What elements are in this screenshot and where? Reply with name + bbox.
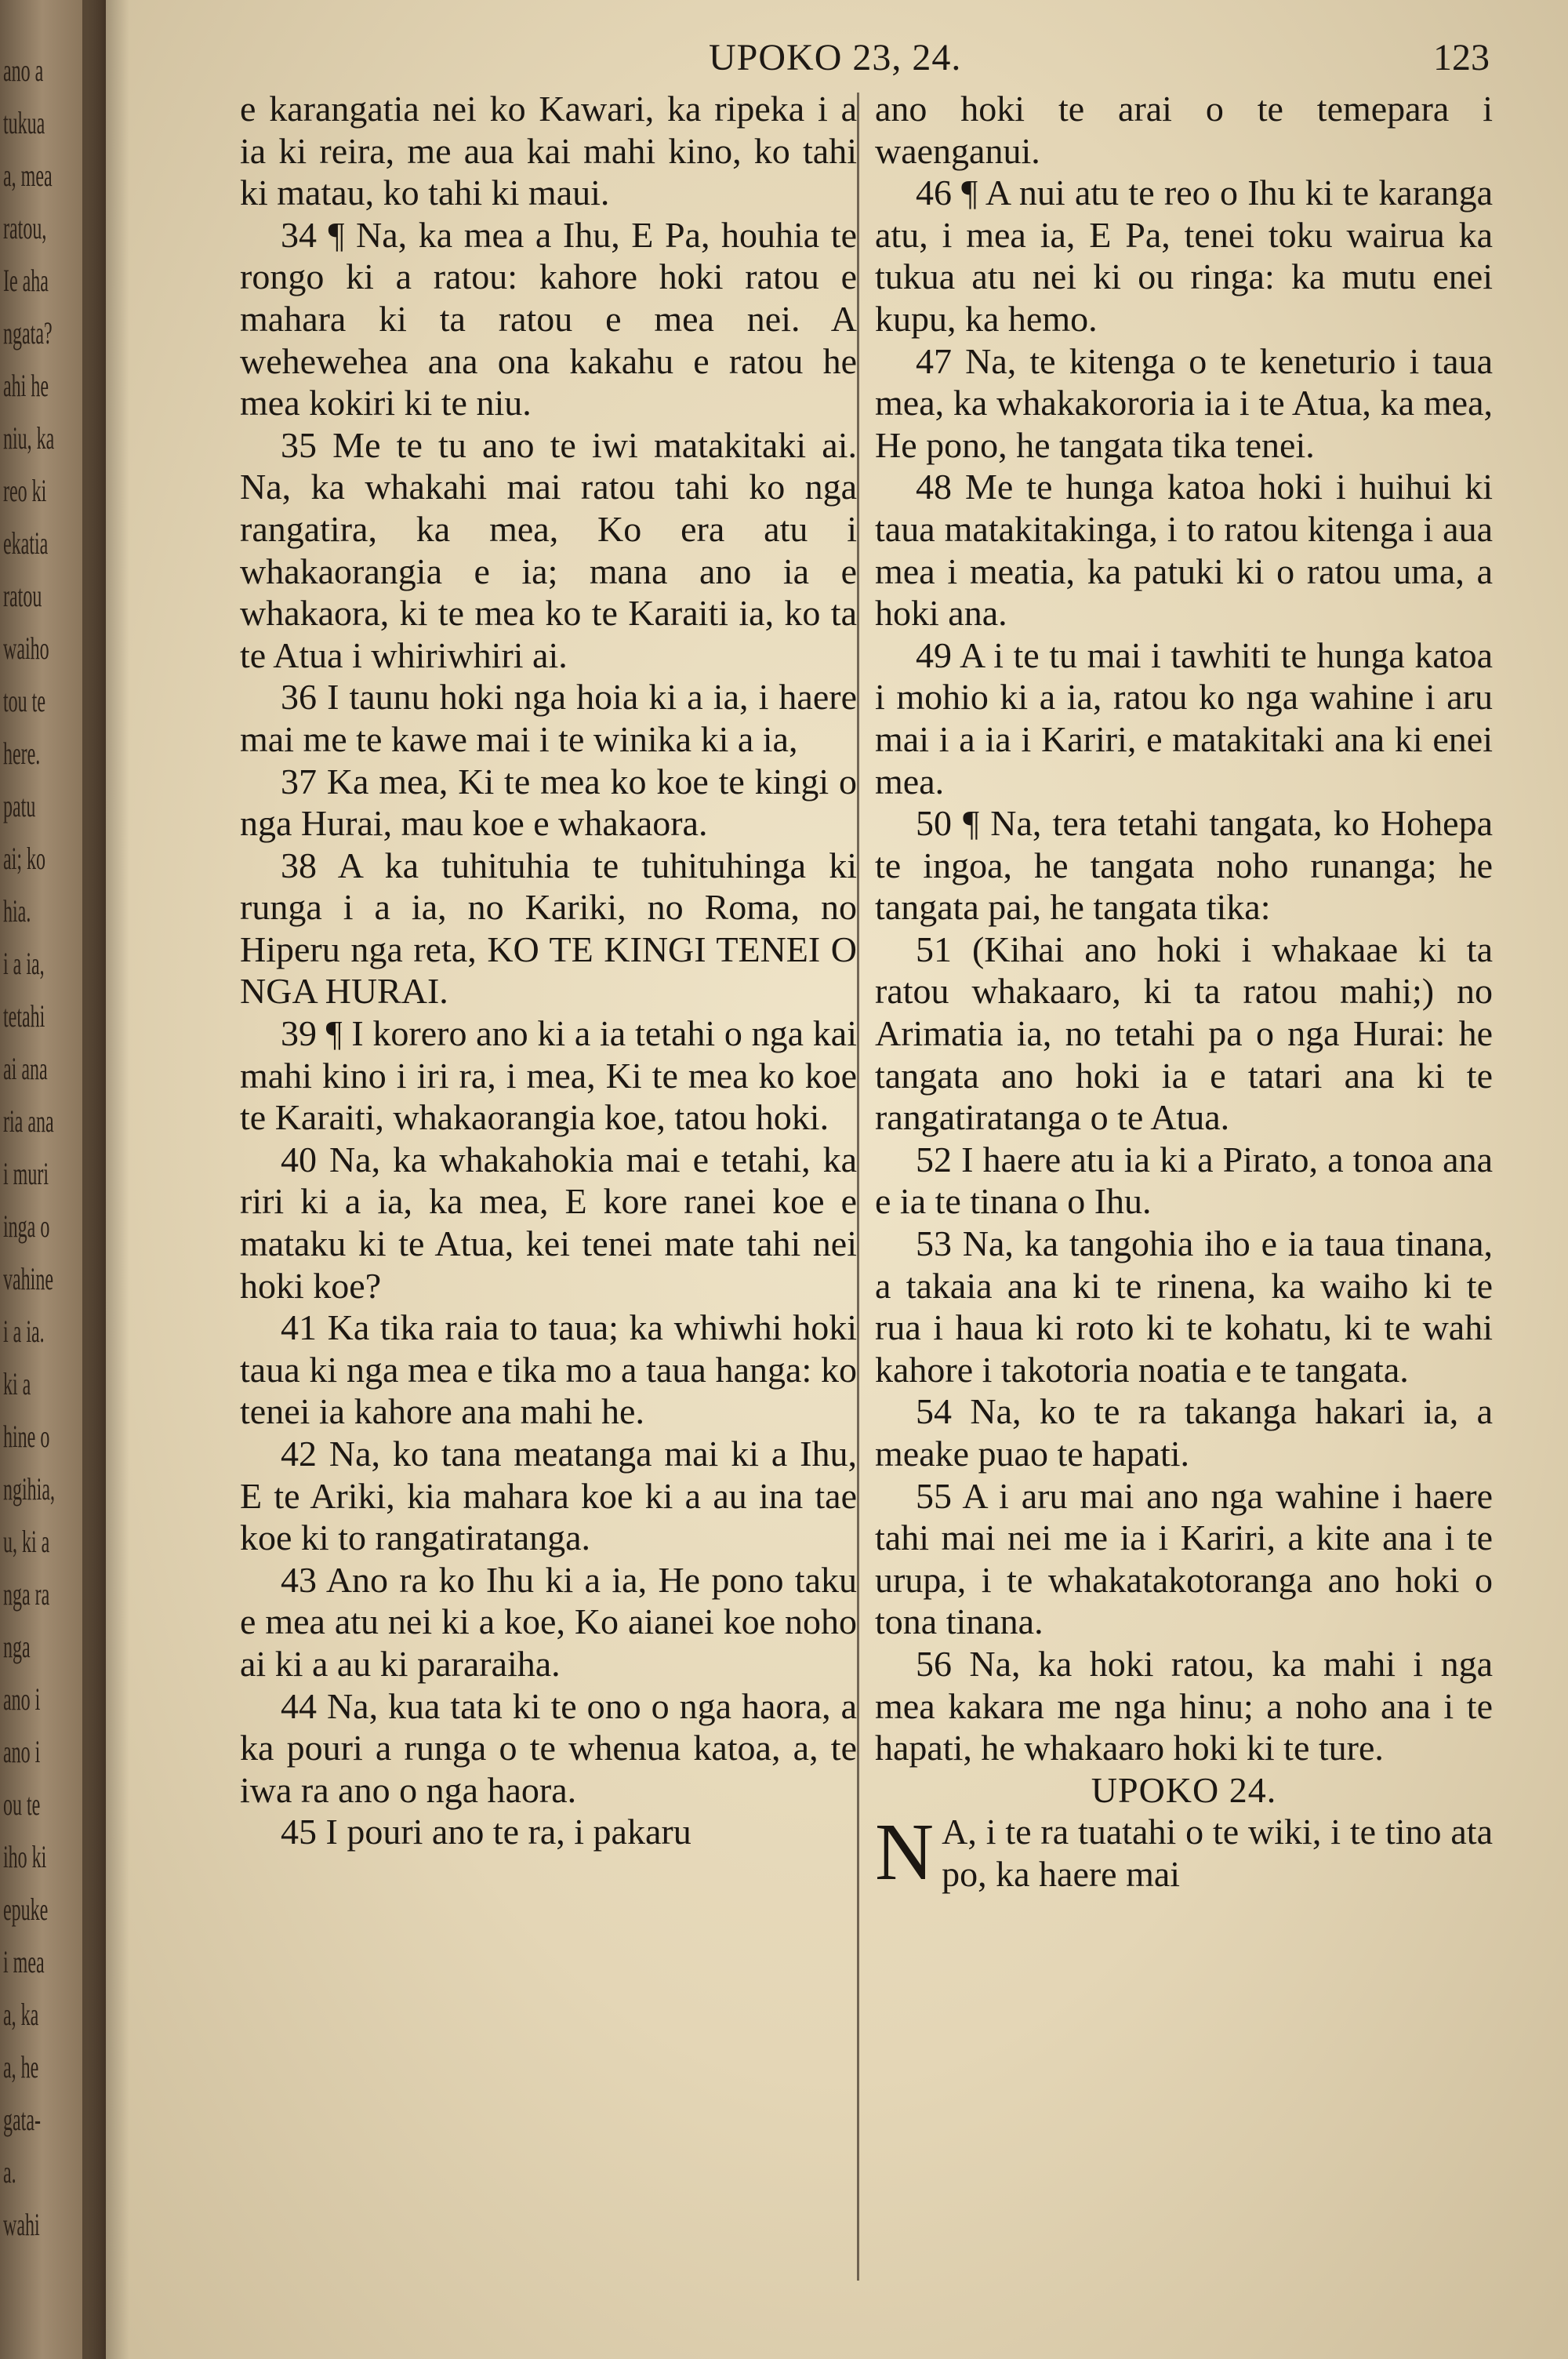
- spine-text-fragment: ekatia: [3, 525, 49, 561]
- spine-text-fragment: ai ana: [3, 1051, 48, 1086]
- spine-text-fragment: reo ki: [3, 473, 47, 508]
- spine-text-fragment: patu: [3, 788, 36, 823]
- verse-paragraph: 38 A ka tuhituhia te tuhituhinga ki runga i a ia, no Kariki, no Roma, no Hiperu nga reta, KO TE KINGI TENEI O NGA HURAI.: [240, 845, 857, 1012]
- page-number: 123: [1433, 37, 1490, 78]
- spine-text-fragment: Ie aha: [3, 263, 49, 298]
- spine-text-fragment: tetahi: [3, 998, 45, 1034]
- verse-paragraph: 42 Na, ko tana meatanga mai ki a Ihu, E te Ariki, kia mahara koe ki a au ina tae koe ki to rangatiratanga.: [240, 1434, 857, 1558]
- spine-text-fragment: nga ra: [3, 1576, 50, 1612]
- verse-paragraph: 52 I haere atu ia ki a Pirato, a tonoa ana e ia te tinana o Ihu.: [875, 1139, 1493, 1222]
- verse-paragraph: 41 Ka tika raia to taua; ka whiwhi hoki taua ki nga mea e tika mo a taua hanga: ko tenei ia kahore ana mahi he.: [240, 1307, 857, 1432]
- running-header: [0, 36, 1568, 83]
- verse-paragraph: 53 Na, ka tangohia iho e ia taua tinana, a takaia ana ki te rinena, ka waiho ki te rua i haua ki roto ki te kohatu, ki te wahi kahore i takotoria noatia e te tangata.: [875, 1223, 1493, 1390]
- verse-paragraph: e karangatia nei ko Kawari, ka ripeka i a ia ki reira, me aua kai mahi kino, ko tahi ki matau, ko tahi ki maui.: [240, 89, 857, 213]
- spine-text-fragment: ou te: [3, 1787, 41, 1822]
- verse-paragraph: 35 Me te tu ano te iwi matakitaki ai. Na, ka whakahi mai ratou tahi ko nga rangatira, ka mea, Ko era atu i whakaorangia e ia; mana ano ia e whakaora, ki te mea ko te Karaiti ia, ko ta te Atua i whiriwhiri ai.: [240, 424, 857, 675]
- verse-paragraph: 46 ¶ A nui atu te reo o Ihu ki te karanga atu, i mea ia, E Pa, tenei toku wairua ka tukua atu nei ki ou ringa: ka mutu enei kupu, ka hemo.: [875, 173, 1493, 339]
- spine-text-fragment: gata-: [3, 2102, 41, 2137]
- spine-text-fragment: ria ana: [3, 1103, 54, 1139]
- spine-text-fragment: tukua: [3, 105, 45, 140]
- page-gutter-shadow: [82, 0, 129, 2359]
- verse-paragraph: 55 A i aru mai ano nga wahine i haere tahi mai nei me ia i Kariri, a kite ana i te urupa, i te whakatakotoranga ano hoki o tona tinana.: [875, 1475, 1493, 1642]
- spine-text-fragment: i a ia,: [3, 946, 45, 981]
- spine-text-fragment: ano i: [3, 1734, 41, 1769]
- spine-text-fragment: ahi he: [3, 368, 49, 403]
- spine-text-fragment: waiho: [3, 631, 49, 666]
- spine-text-fragment: u, ki a: [3, 1524, 50, 1559]
- verse-paragraph: 36 I taunu hoki nga hoia ki a ia, i haere mai me te kawe mai i te winika ki a ia,: [240, 677, 857, 759]
- spine-text-fragment: ki a: [3, 1366, 31, 1401]
- verse-paragraph: 44 Na, kua tata ki te ono o nga haora, a ka pouri a runga o te whenua katoa, a, te iwa ra ano o nga haora.: [240, 1685, 857, 1810]
- spine-text-fragment: wahi: [3, 2207, 40, 2242]
- verse-paragraph: 40 Na, ka whakahokia mai e tetahi, ka riri ki a ia, ka mea, E kore ranei koe e mataku ki te Atua, kei tenei mate tahi nei hoki koe?: [240, 1139, 857, 1306]
- chapter-opening-text: A, i te ra tuatahi o te wiki, i te tino ata po, ka haere mai: [942, 1812, 1493, 1894]
- spine-text-fragment: i mea: [3, 1944, 45, 1979]
- spine-text-fragment: niu, ka: [3, 420, 55, 456]
- spine-text-fragment: ngihia,: [3, 1471, 55, 1507]
- spine-text-fragment: iho ki: [3, 1839, 47, 1874]
- right-column-verses: [875, 88, 1493, 1769]
- left-column: [240, 88, 857, 1853]
- verse-paragraph: 39 ¶ I korero ano ki a ia tetahi o nga kai mahi kino i iri ra, i mea, Ki te mea ko koe te Karaiti, whakaorangia koe, tatou hoki.: [240, 1013, 857, 1138]
- column-divider: [857, 93, 859, 2281]
- chapter-opening-paragraph: [875, 1807, 1493, 1898]
- verse-paragraph: 54 Na, ko te ra takanga hakari ia, a meake puao te hapati.: [875, 1391, 1493, 1474]
- spine-text-fragment: inga o: [3, 1209, 50, 1244]
- spine-text-fragment: a.: [3, 2154, 16, 2190]
- verse-paragraph: 37 Ka mea, Ki te mea ko koe te kingi o nga Hurai, mau koe e whakaora.: [240, 761, 857, 844]
- spine-text-fragment: hia.: [3, 893, 31, 929]
- verse-paragraph: 45 I pouri ano te ra, i pakaru: [281, 1812, 691, 1852]
- drop-cap: N: [875, 1807, 935, 1898]
- spine-text-fragment: i muri: [3, 1156, 49, 1191]
- spine-text-fragment: ano a: [3, 53, 44, 88]
- spine-text-fragment: nga: [3, 1629, 31, 1664]
- spine-text-fragment: i a ia.: [3, 1314, 45, 1349]
- spine-text-fragment: ngata?: [3, 315, 53, 351]
- verse-paragraph: 43 Ano ra ko Ihu ki a ia, He pono taku e mea atu nei ki a koe, Ko aianei koe noho ai ki a au ki pararaiha.: [240, 1559, 857, 1684]
- verse-paragraph: 47 Na, te kitenga o te keneturio i taua mea, ka whakakororia ia i te Atua, ka mea, He pono, he tangata tika tenei.: [875, 340, 1493, 465]
- verse-paragraph: 48 Me te hunga katoa hoki i huihui ki taua matakitakinga, i to ratou kitenga i aua mea i meatia, ka patuki ki o ratou uma, a hoki ana.: [875, 467, 1493, 634]
- spine-text-fragment: vahine: [3, 1261, 53, 1296]
- spine-text-fragment: ano i: [3, 1681, 41, 1717]
- spine-text-fragment: epuke: [3, 1892, 49, 1927]
- spine-text-fragment: here.: [3, 736, 41, 771]
- chapter-heading: UPOKO 24.: [1091, 1769, 1277, 1810]
- right-column: [875, 88, 1493, 1896]
- spine-text-fragment: tou te: [3, 683, 45, 718]
- header-title: UPOKO 23, 24.: [709, 37, 962, 78]
- spine-text-fragment: hine o: [3, 1419, 50, 1454]
- spine-text-fragment: a, he: [3, 2049, 39, 2085]
- verse-paragraph: 34 ¶ Na, ka mea a Ihu, E Pa, houhia te rongo ki a ratou: kahore hoki ratou e mahara ki ta ratou e mea nei. A wehewehea ana ona kakahu e ratou he mea kokiri ki te niu.: [240, 214, 857, 423]
- spine-text-fragment: ai; ko: [3, 841, 45, 876]
- verse-paragraph: ano hoki te arai o te temepara i waenganui.: [875, 89, 1493, 171]
- verse-paragraph: 56 Na, ka hoki ratou, ka mahi i nga mea kakara me nga hinu; a noho ana i te hapati, he whakaaro hoki ki te ture.: [875, 1643, 1493, 1768]
- spine-text-fragment: a, mea: [3, 158, 53, 193]
- spine-text-fragment: ratou,: [3, 210, 47, 245]
- verse-paragraph: 50 ¶ Na, tera tetahi tangata, ko Hohepa te ingoa, he tangata noho runanga; he tangata pai, he tangata tika:: [875, 803, 1493, 928]
- verse-paragraph: 49 A i te tu mai i tawhiti te hunga katoa i mohio ki a ia, ratou ko nga wahine i aru mai i a ia i Kariri, e matakitaki ana ki enei mea.: [875, 634, 1493, 801]
- spine-text-fragment: ratou: [3, 578, 42, 613]
- spine-text-fragment: a, ka: [3, 1997, 39, 2032]
- verse-paragraph: 51 (Kihai ano hoki i whakaae ki ta ratou whakaaro, ki ta ratou mahi;) no Arimatia ia, no tetahi pa o nga Hurai: he tangata ano hoki ia e tatari ana ki te rangatiratanga o te Atua.: [875, 929, 1493, 1138]
